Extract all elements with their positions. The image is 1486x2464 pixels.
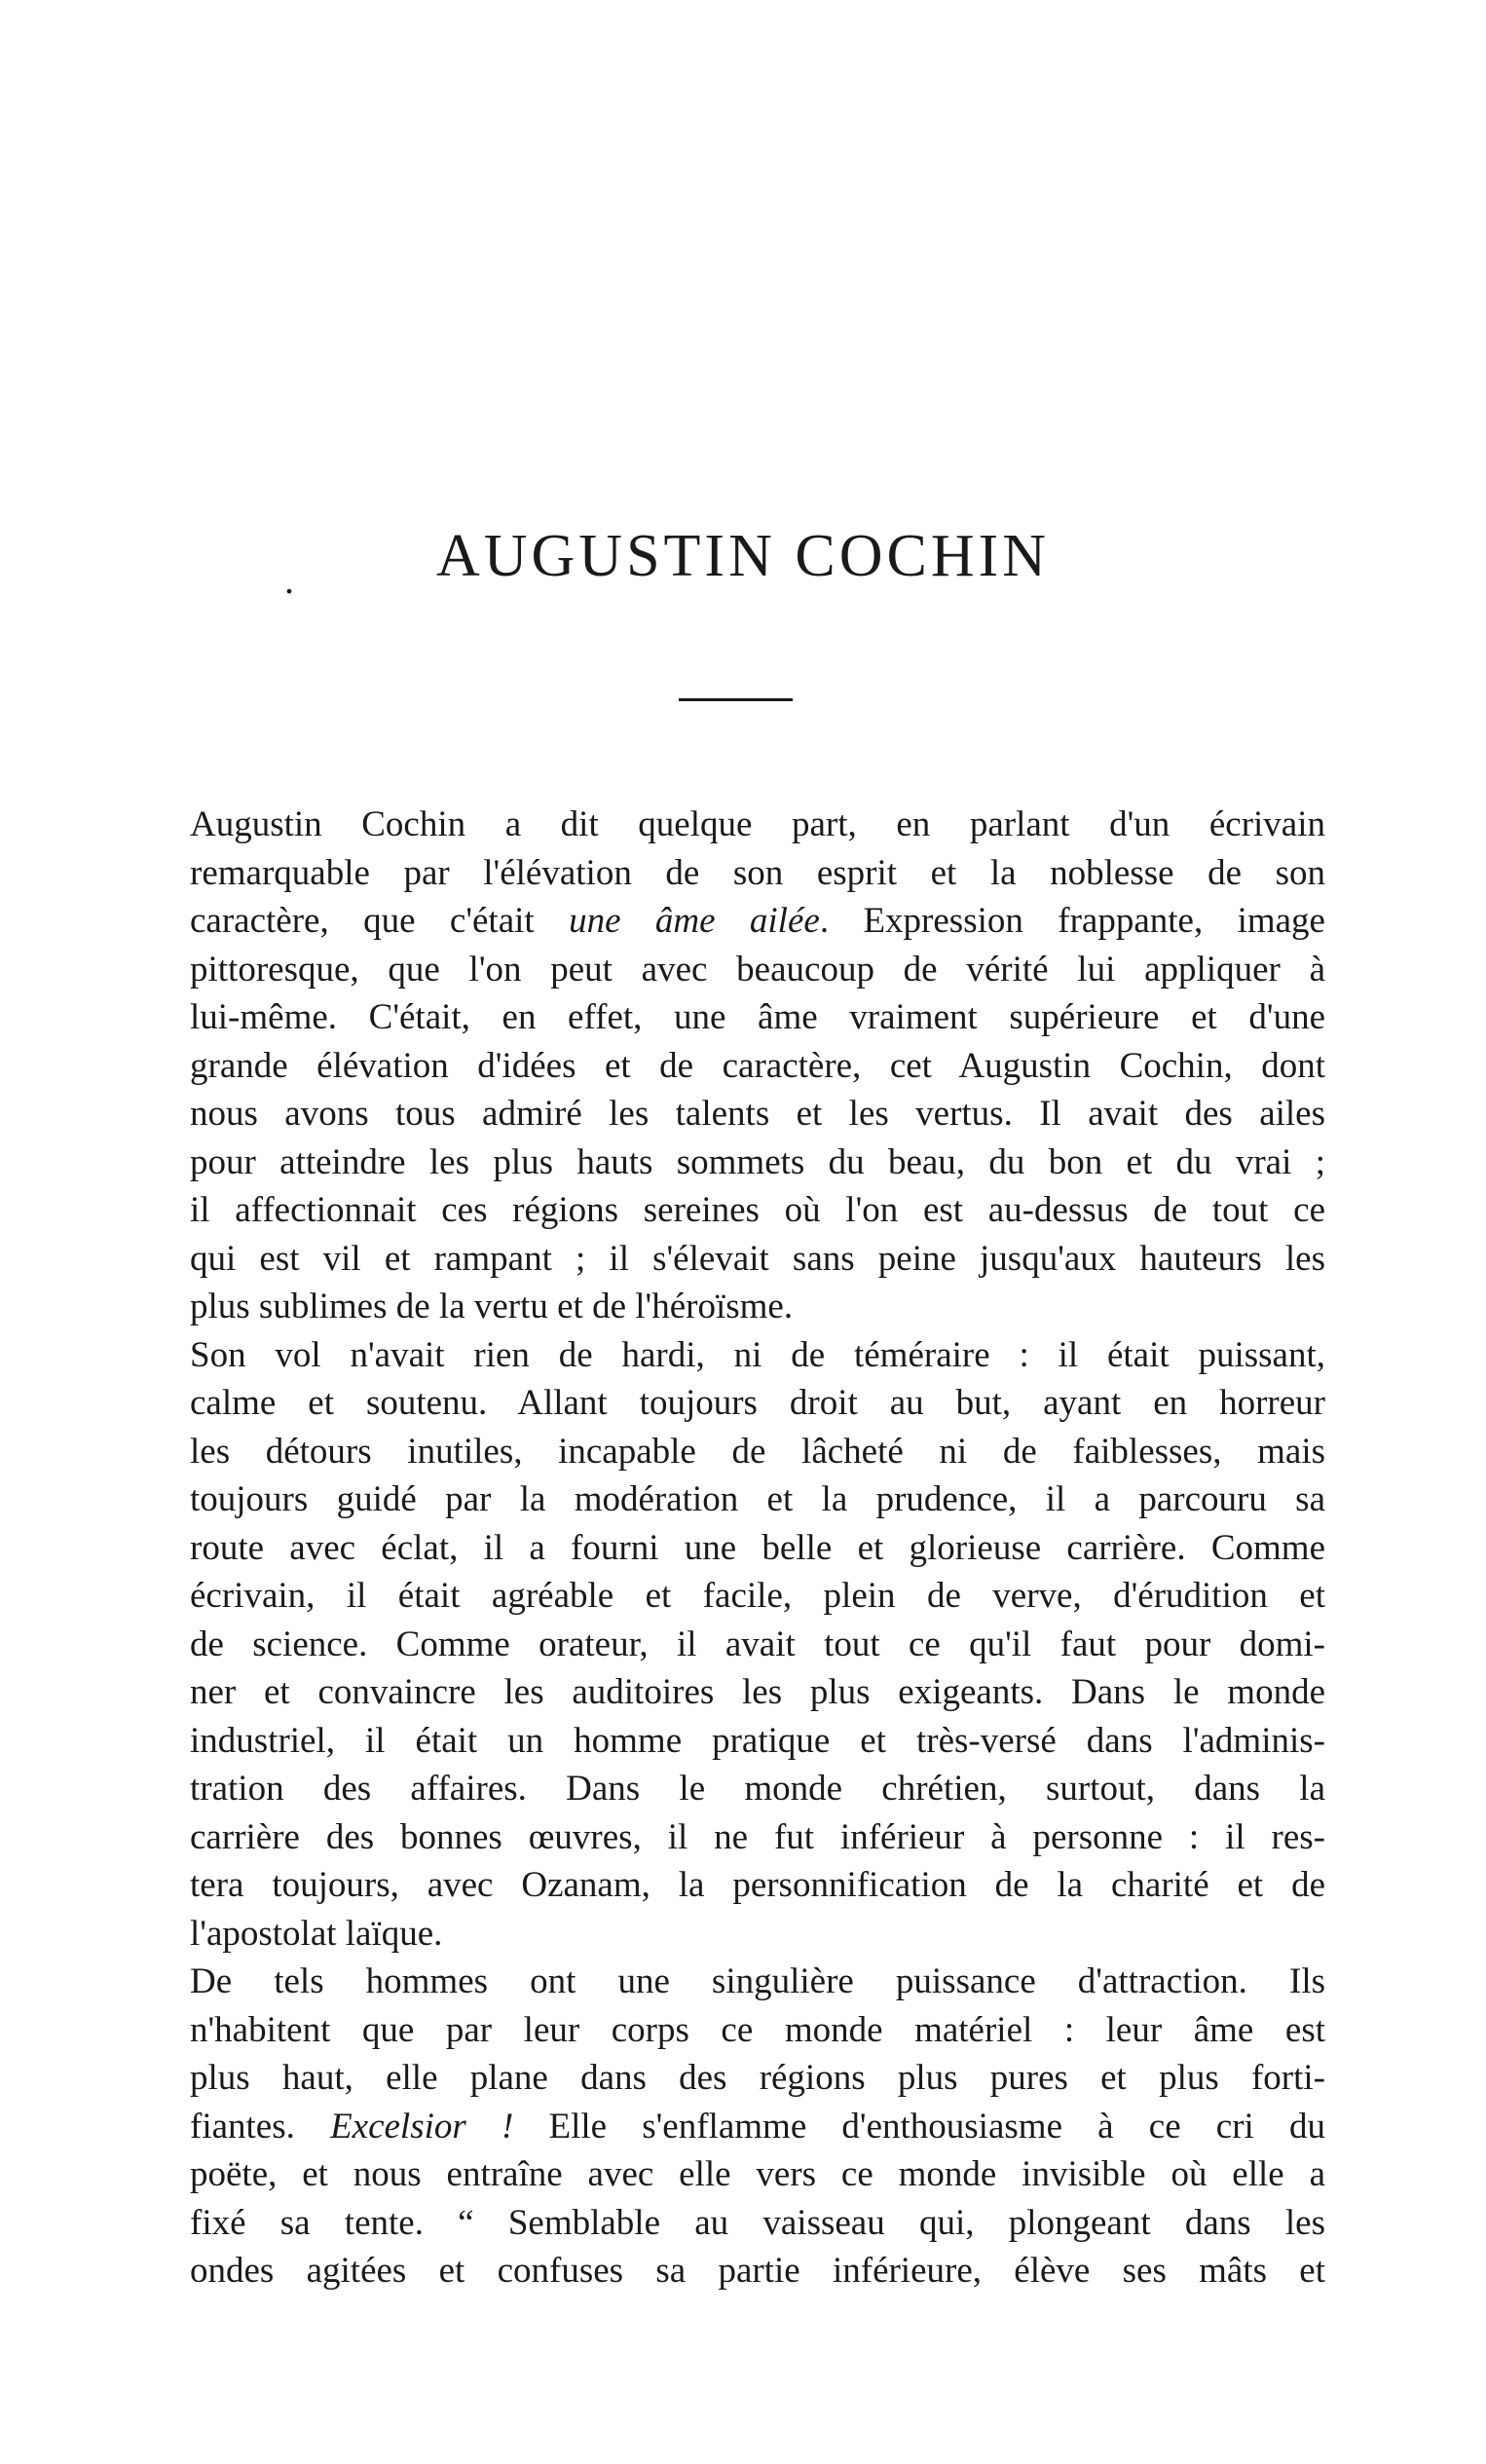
- text-line: nous avons tous admiré les talents et les vertus. Il avait des ailes: [190, 1094, 1325, 1134]
- text-line: industriel, il était un homme pratique et très-versé dans l'adminis-: [190, 1720, 1325, 1761]
- title-mark: .: [284, 558, 294, 602]
- title-rule: [679, 698, 793, 701]
- italic-phrase: Excelsior !: [330, 2106, 514, 2147]
- text-line: pour atteindre les plus hauts sommets du beau, du bon et du vrai ;: [190, 1141, 1325, 1182]
- text-line: toujours guidé par la modération et la prudence, il a parcouru sa: [190, 1479, 1325, 1519]
- text-line: poëte, et nous entraîne avec elle vers ce monde invisible où elle a: [190, 2154, 1325, 2194]
- text-line: remarquable par l'élévation de son esprit et la noblesse de son: [190, 852, 1325, 893]
- page-title: AUGUSTIN COCHIN: [435, 523, 1051, 589]
- body-text: [190, 801, 1325, 2296]
- text-line: lui-même. C'était, en effet, une âme vraiment supérieure et d'une: [190, 997, 1325, 1037]
- paragraph: [190, 1331, 1325, 1959]
- text-line: ondes agitées et confuses sa partie inférieure, élève ses mâts et: [190, 2251, 1325, 2291]
- text-line: n'habitent que par leur corps ce monde matériel : leur âme est: [190, 2009, 1325, 2050]
- text-line: tration des affaires. Dans le monde chrétien, surtout, dans la: [190, 1769, 1325, 1809]
- text-line: plus haut, elle plane dans des régions plus pures et plus forti-: [190, 2058, 1325, 2098]
- text-line: les détours inutiles, incapable de lâcheté ni de faiblesses, mais: [190, 1431, 1325, 1472]
- text-line: l'apostolat laïque.: [190, 1913, 443, 1954]
- text-line: écrivain, il était agréable et facile, plein de verve, d'érudition et: [190, 1576, 1325, 1616]
- text-line: il affectionnait ces régions sereines où l'on est au-dessus de tout ce: [190, 1190, 1325, 1230]
- text-line: fiantes. Excelsior ! Elle s'enflamme d'enthousiasme à ce cri du: [190, 2106, 1325, 2147]
- text-line: tera toujours, avec Ozanam, la personnification de la charité et de: [190, 1865, 1325, 1905]
- text-line: Augustin Cochin a dit quelque part, en parlant d'un écrivain: [190, 804, 1325, 844]
- text-line: fixé sa tente. “ Semblable au vaisseau qui, plongeant dans les: [190, 2202, 1325, 2243]
- text-line: de science. Comme orateur, il avait tout ce qu'il faut pour domi-: [190, 1624, 1325, 1664]
- paragraph: [190, 1958, 1325, 2296]
- text-line: grande élévation d'idées et de caractère, cet Augustin Cochin, dont: [190, 1045, 1325, 1086]
- text-line: carrière des bonnes œuvres, il ne fut inférieur à personne : il res-: [190, 1816, 1325, 1857]
- text-line: caractère, que c'était une âme ailée. Expression frappante, image: [190, 901, 1325, 941]
- text-line: route avec éclat, il a fourni une belle et glorieuse carrière. Comme: [190, 1527, 1325, 1568]
- text-line: Son vol n'avait rien de hardi, ni de téméraire : il était puissant,: [190, 1334, 1325, 1375]
- italic-phrase: une âme ailée: [569, 901, 820, 941]
- text-line: qui est vil et rampant ; il s'élevait sans peine jusqu'aux hauteurs les: [190, 1238, 1325, 1279]
- text-line: plus sublimes de la vertu et de l'héroïsme.: [190, 1287, 794, 1326]
- text-line: pittoresque, que l'on peut avec beaucoup de vérité lui appliquer à: [190, 949, 1325, 989]
- text-line: De tels hommes ont une singulière puissance d'attraction. Ils: [190, 1961, 1325, 2001]
- text-line: calme et soutenu. Allant toujours droit au but, ayant en horreur: [190, 1383, 1325, 1423]
- paragraph: [190, 801, 1325, 1331]
- text-line: ner et convaincre les auditoires les plus exigeants. Dans le monde: [190, 1672, 1325, 1712]
